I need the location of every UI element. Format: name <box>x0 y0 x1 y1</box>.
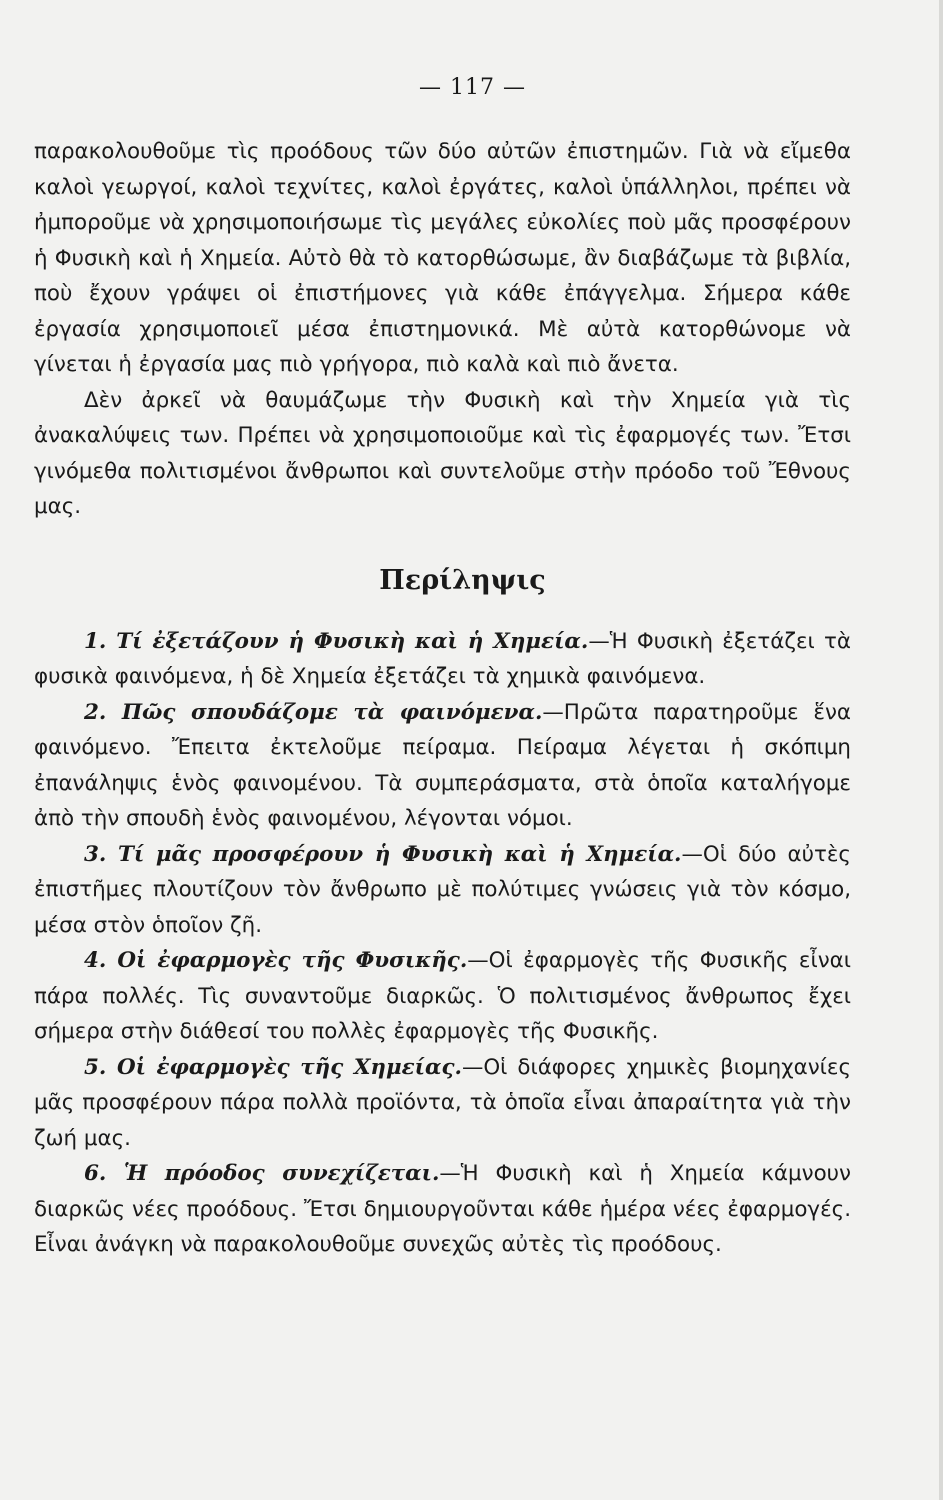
summary-item-5-lead: 5. Οἱ ἐφαρμογὲς τῆς Χημείας. <box>84 1054 462 1080</box>
summary-item-4-text: —Οἱ ἐφαρμογὲς τῆς Φυσικῆς εἶναι πάρα πολλές. Τὶς συναντοῦμε διαρκῶς. Ὁ πολιτισμένος ἄνθρωπος ἔχει σήμερα στὴν διάθεσί του πολλὲς ἐφαρμογὲς τῆς Φυσικῆς. <box>34 948 852 1044</box>
body-paragraph-2: Δὲν ἀρκεῖ νὰ θαυμάζωμε τὴν Φυσικὴ καὶ τὴν Χημεία γιὰ τὶς ἀνακαλύψεις των. Πρέπει νὰ χρησιμοποιοῦμε καὶ τὶς ἐφαρμογές των. Ἔτσι γινόμεθα πολιτισμένοι ἄνθρωποι καὶ συντελοῦμε στὴν πρόοδο τοῦ Ἔθνους μας. <box>34 387 851 519</box>
summary-item-3-lead: 3. Τί μᾶς προσφέρουν ἡ Φυσικὴ καὶ ἡ Χημεία. <box>84 841 682 867</box>
summary-item-3-text: —Οἱ δύο αὐτὲς ἐπιστῆμες πλουτίζουν τὸν ἄνθρωπο μὲ πολύτιμες γνώσεις γιὰ τὸν κόσμο, μέσα στὸν ὁποῖον ζῆ. <box>34 841 851 938</box>
summary-item-3 <box>34 837 851 944</box>
summary-item-5 <box>34 1050 851 1157</box>
summary-item-6-text: —Ἡ Φυσικὴ καὶ ἡ Χημεία κάμνουν διαρκῶς νέες προόδους. Ἔτσι δημιουργοῦνται κάθε ἡμέρα νέες ἐφαρμογές. Εἶναι ἀνάγκη νὰ παρακολουθοῦμε συνεχῶς αὐτὲς τὶς προόδους. <box>34 1161 851 1257</box>
scan-edge <box>939 0 943 1500</box>
page-number: — 117 — <box>419 75 526 100</box>
summary-item-1 <box>34 624 851 695</box>
summary-item-1-text: —Ἡ Φυσικὴ ἐξετάζει τὰ φυσικὰ φαινόμενα, ἡ δὲ Χημεία ἐξετάζει τὰ χημικὰ φαινόμενα. <box>34 628 851 689</box>
summary-item-5-text: —Οἱ διάφορες χημικὲς βιομηχανίες μᾶς προσφέρουν πάρα πολλὰ προϊόντα, τὰ ὁποῖα εἶναι ἀπαραίτητα γιὰ τὴν ζωή μας. <box>34 1054 851 1151</box>
summary-heading: Περίληψις <box>379 564 546 596</box>
summary-item-2-text: —Πρῶτα παρατηροῦμε ἕνα φαινόμενο. Ἔπειτα ἐκτελοῦμε πείραμα. Πείραμα λέγεται ἡ σκόπιμη ἐπανάληψις ἑνὸς φαινομένου. Τὰ συμπεράσματα, στὰ ὁποῖα καταλήγομε ἀπὸ τὴν σπουδὴ ἑνὸς φαινομένου, λέγονται νόμοι. <box>34 699 852 831</box>
summary-item-4 <box>34 943 851 1050</box>
body-paragraph-1: παρακολουθοῦμε τὶς προόδους τῶν δύο αὐτῶν ἐπιστημῶν. Γιὰ νὰ εἴμεθα καλοὶ γεωργοί, καλοὶ τεχνίτες, καλοὶ ἐργάτες, καλοὶ ὑπάλληλοι, πρέπει νὰ ἠμποροῦμε νὰ χρησιμοποιήσωμε τὶς μεγάλες εὐκολίες ποὺ μᾶς προσφέρουν ἡ Φυσικὴ καὶ ἡ Χημεία. Αὐτὸ θὰ τὸ κατορθώσωμε, ἂν διαβάζωμε τὰ βιβλία, ποὺ ἔχουν γράψει οἱ ἐπιστήμονες γιὰ κάθε ἐπάγγελμα. Σήμερα κάθε ἐργασία χρησιμοποιεῖ μέσα ἐπιστημονικά. Μὲ αὐτὰ κατορθώνομε νὰ γίνεται ἡ ἐργασία μας πιὸ γρήγορα, πιὸ καλὰ καὶ πιὸ ἄνετα. <box>34 139 851 377</box>
summary-item-6 <box>34 1156 851 1263</box>
summary-item-2-lead: 2. Πῶς σπουδάζομε τὰ φαινόμενα. <box>84 699 543 725</box>
summary-item-2 <box>34 695 851 837</box>
summary-item-6-lead: 6. Ἡ πρόοδος συνεχίζεται. <box>84 1161 440 1186</box>
summary-item-4-lead: 4. Οἱ ἐφαρμογὲς τῆς Φυσικῆς. <box>84 948 468 973</box>
summary-item-1-lead: 1. Τί ἐξετάζουν ἡ Φυσικὴ καὶ ἡ Χημεία. <box>84 628 589 654</box>
